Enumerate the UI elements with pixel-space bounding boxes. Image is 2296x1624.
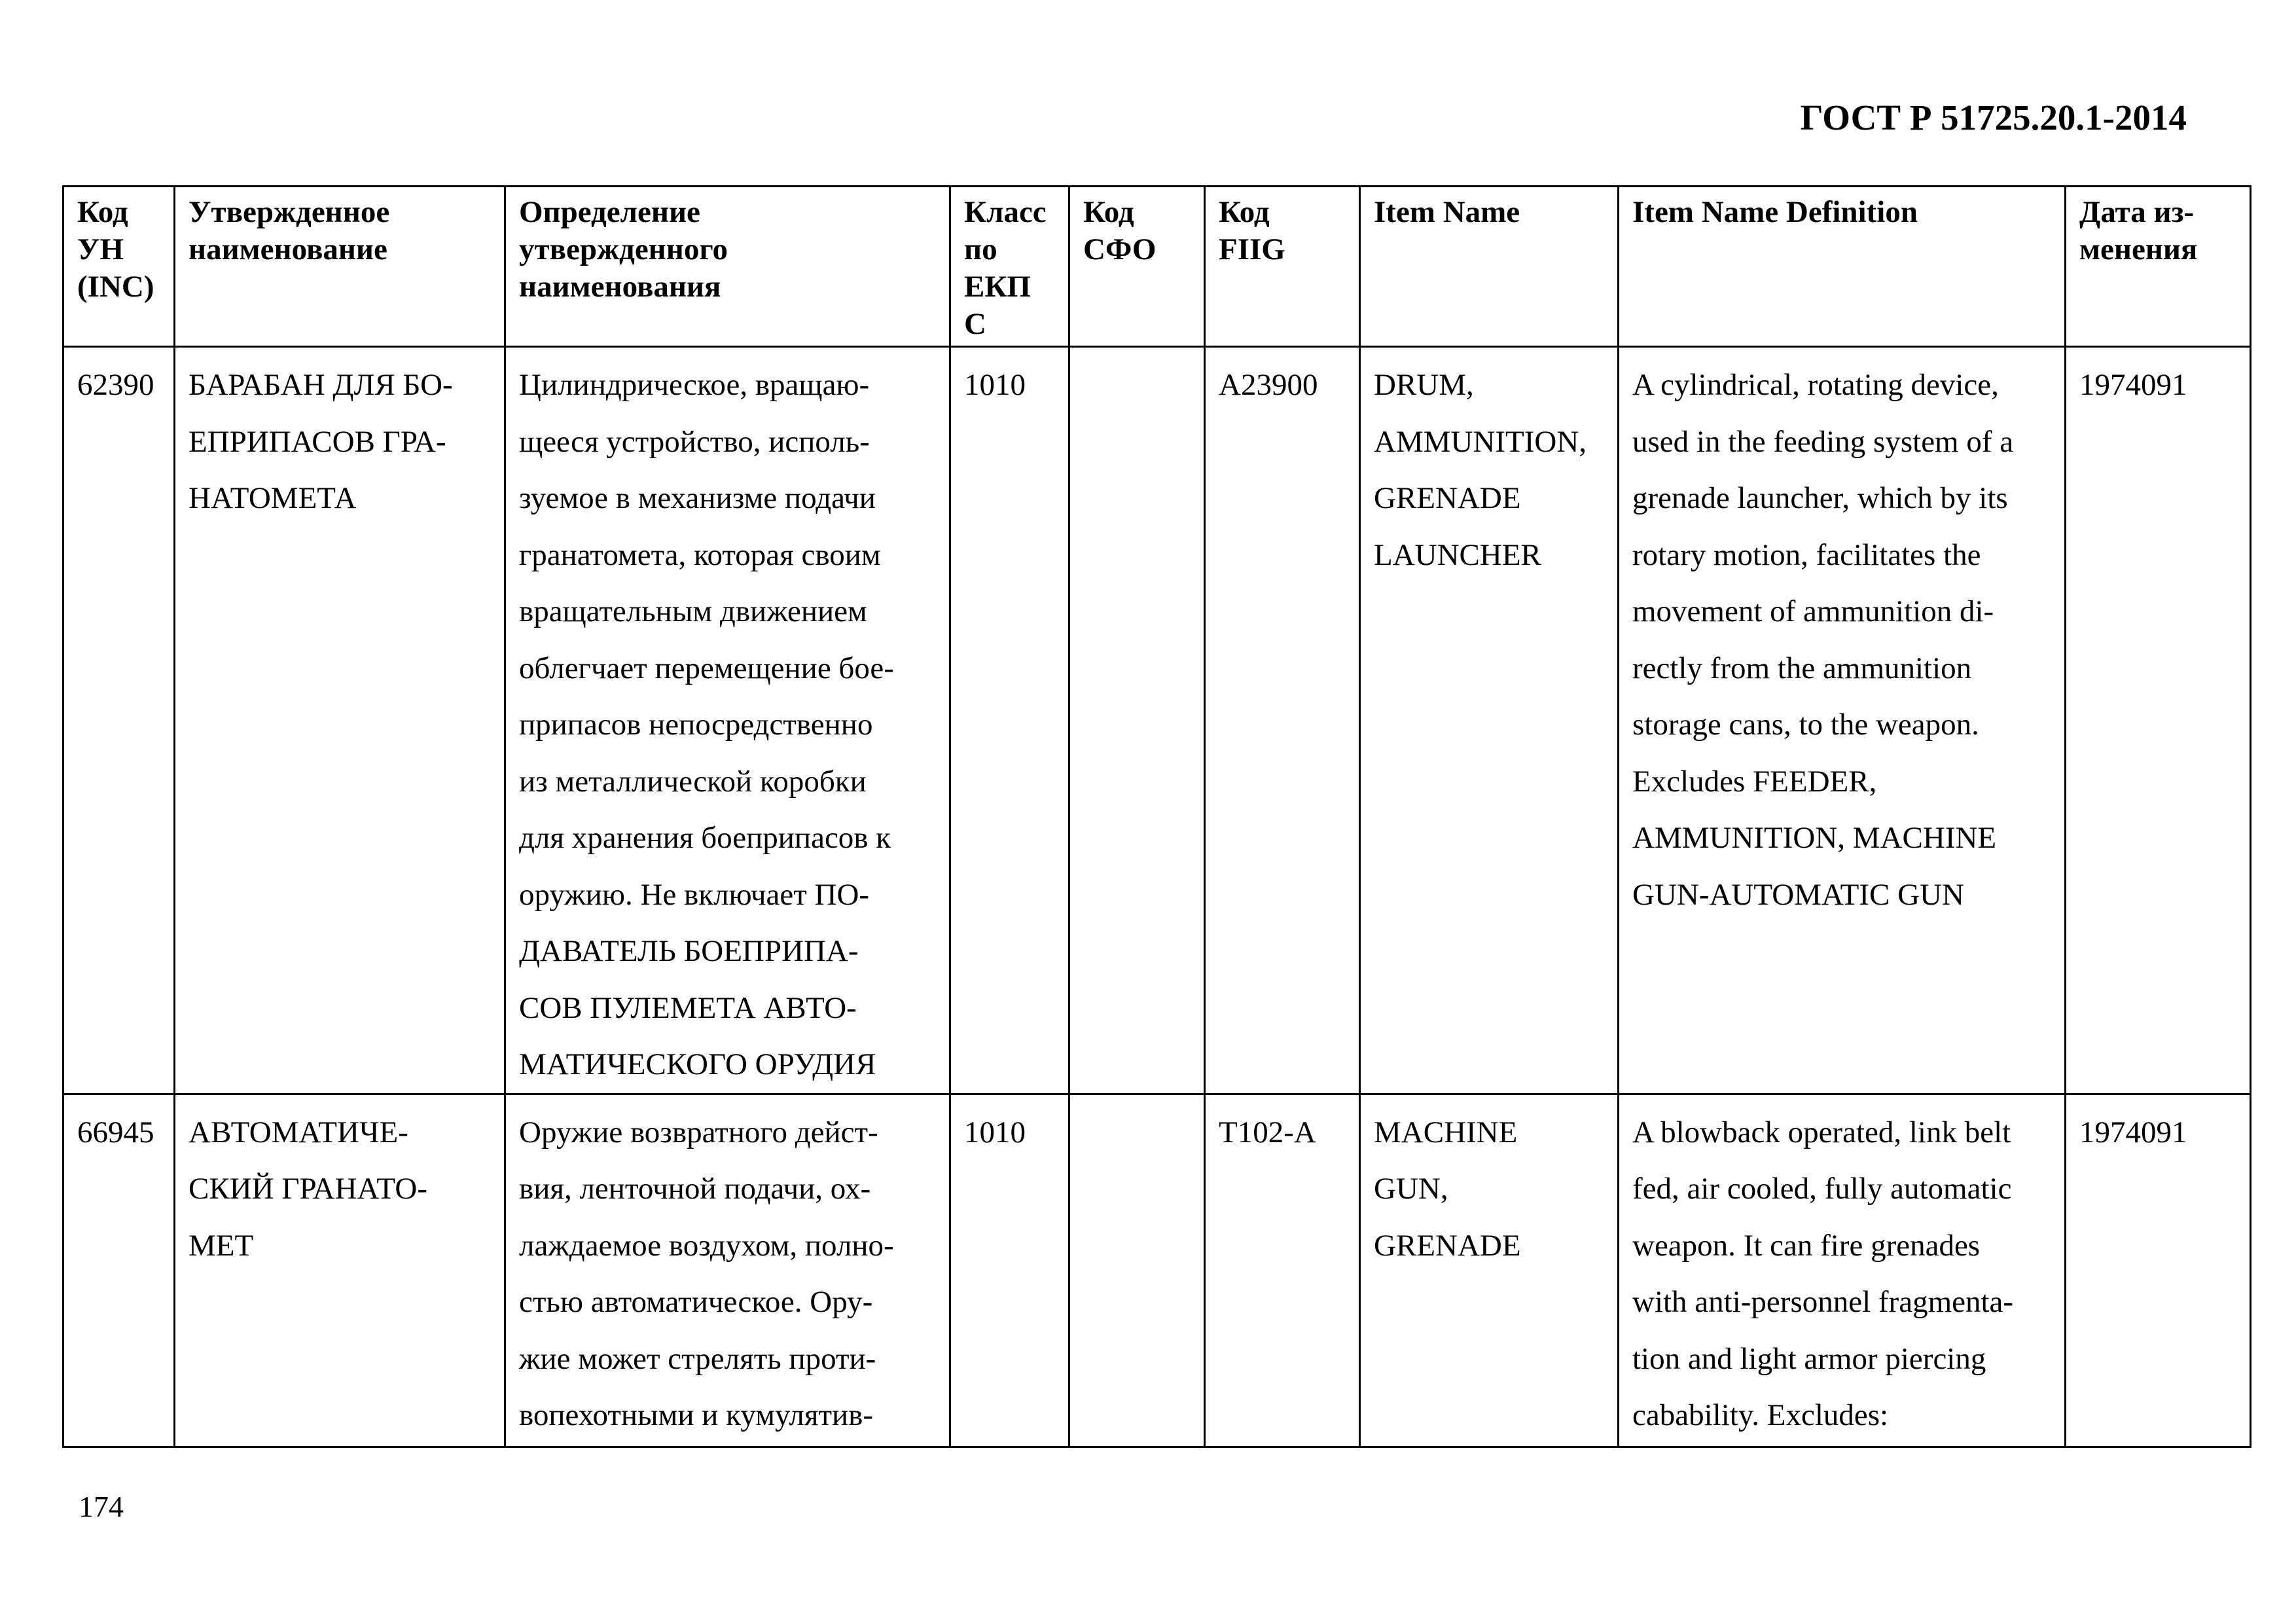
cell-line: вия, ленточной подачи, ох- [519, 1172, 871, 1206]
approved-name-cell [175, 347, 505, 1094]
header-line: наименование [188, 232, 387, 266]
item-name-cell [1360, 347, 1619, 1094]
table-header-row [63, 187, 2251, 347]
cell-line: стью автоматическое. Ору- [519, 1285, 873, 1319]
header-line: ЕКП [964, 270, 1031, 304]
inc-cell: 66945 [63, 1094, 175, 1447]
header-line: Дата из- [2079, 195, 2195, 229]
cell-line: СОВ ПУЛЕМЕТА АВТО- [519, 990, 857, 1025]
cell-line: лаждаемое воздухом, полно- [519, 1228, 894, 1263]
sfo-code-cell [1069, 347, 1205, 1094]
approved-name-cell [175, 1094, 505, 1447]
cell-line: rotary motion, facilitates the [1632, 537, 1981, 572]
class-ekps-cell: 1010 [950, 347, 1069, 1094]
header-line: утвержденного [519, 232, 728, 266]
item-definition-cell [1619, 347, 2066, 1094]
cell-line: вращательным движением [519, 594, 867, 628]
sfo-code-cell [1069, 1094, 1205, 1447]
cell-line: Цилиндрическое, вращаю- [519, 368, 870, 402]
cell-line: cabability. Excludes: [1632, 1398, 1889, 1432]
header-sfo-code [1069, 187, 1205, 347]
cell-line: СКИЙ ГРАНАТО- [188, 1172, 428, 1206]
cell-line: rectly from the ammunition [1632, 651, 1972, 685]
header-line: Код [77, 195, 128, 229]
cell-line: movement of ammunition di- [1632, 594, 1994, 628]
cell-line: grenade launcher, which by its [1632, 481, 2008, 515]
cell-line: tion and light armor piercing [1632, 1341, 1986, 1376]
header-line: СФО [1083, 232, 1157, 266]
fiig-cell: A23900 [1205, 347, 1360, 1094]
header-line: (INC) [77, 270, 154, 304]
header-line: FIIG [1219, 232, 1285, 266]
header-change-date [2066, 187, 2251, 347]
cell-line: GRENADE [1374, 1228, 1521, 1263]
cell-line: для хранения боеприпасов к [519, 821, 891, 855]
cell-line: зуемое в механизме подачи [519, 481, 876, 515]
cell-line: гранатомета, которая своим [519, 537, 881, 572]
cell-line: оружию. Не включает ПО- [519, 877, 870, 912]
cell-line: МЕТ [188, 1228, 254, 1263]
class-ekps-cell: 1010 [950, 1094, 1069, 1447]
cell-line: MACHINE [1374, 1115, 1518, 1149]
header-definition [505, 187, 950, 347]
change-date-cell: 1974091 [2066, 1094, 2251, 1447]
cell-line: АВТОМАТИЧЕ- [188, 1115, 408, 1149]
header-line: Определение [519, 195, 700, 229]
definition-cell [505, 1094, 950, 1447]
cell-line: ЕПРИПАСОВ ГРА- [188, 424, 446, 459]
cell-line: GUN-AUTOMATIC GUN [1632, 877, 1964, 912]
cell-line: storage cans, to the weapon. [1632, 708, 1979, 742]
cell-line: used in the feeding system of a [1632, 424, 2014, 459]
cell-line: НАТОМЕТА [188, 481, 357, 515]
cell-line: припасов непосредственно [519, 708, 873, 742]
table-row [63, 347, 2251, 1094]
cell-line: Оружие возвратного дейст- [519, 1115, 878, 1149]
cell-line: облегчает перемещение бое- [519, 651, 894, 685]
header-item-name [1360, 187, 1619, 347]
page-number: 174 [79, 1490, 124, 1523]
item-definition-cell [1619, 1094, 2066, 1447]
header-line: Код [1219, 195, 1270, 229]
cell-line: AMMUNITION, MACHINE [1632, 821, 1997, 855]
change-date-cell: 1974091 [2066, 347, 2251, 1094]
header-line: по [964, 232, 997, 266]
header-fiig [1205, 187, 1360, 347]
table-row [63, 1094, 2251, 1447]
cell-line: with anti-personnel fragmenta- [1632, 1285, 2014, 1319]
header-line: Код [1083, 195, 1134, 229]
cell-line: Excludes FEEDER, [1632, 764, 1877, 799]
definition-cell [505, 347, 950, 1094]
header-approved-name [175, 187, 505, 347]
cell-line: жие может стрелять проти- [519, 1341, 876, 1376]
cell-line: щееся устройство, исполь- [519, 424, 870, 459]
header-line: менения [2079, 232, 2198, 266]
cell-line: GRENADE [1374, 481, 1521, 515]
document-code: ГОСТ Р 51725.20.1-2014 [1800, 98, 2187, 137]
header-line: Item Name Definition [1632, 195, 1918, 229]
cell-line: weapon. It can fire grenades [1632, 1228, 1981, 1263]
cell-line: из металлической коробки [519, 764, 867, 799]
cell-line: LAUNCHER [1374, 537, 1541, 572]
header-item-name-definition [1619, 187, 2066, 347]
header-line: Item Name [1374, 195, 1520, 229]
item-names-table [62, 185, 2251, 1448]
item-name-cell [1360, 1094, 1619, 1447]
header-line: УН [77, 232, 124, 266]
cell-line: AMMUNITION, [1374, 424, 1587, 459]
header-line: Класс [964, 195, 1047, 229]
header-line: С [964, 307, 986, 341]
cell-line: вопехотными и кумулятив- [519, 1398, 874, 1432]
cell-line: DRUM, [1374, 368, 1474, 402]
header-line: наименования [519, 270, 721, 304]
fiig-cell: T102-A [1205, 1094, 1360, 1447]
inc-cell: 62390 [63, 347, 175, 1094]
header-line: Утвержденное [188, 195, 390, 229]
cell-line: GUN, [1374, 1172, 1448, 1206]
header-class-ekps [950, 187, 1069, 347]
header-inc [63, 187, 175, 347]
cell-line: A blowback operated, link belt [1632, 1115, 2011, 1149]
cell-line: fed, air cooled, fully automatic [1632, 1172, 2012, 1206]
cell-line: ДАВАТЕЛЬ БОЕПРИПА- [519, 934, 859, 968]
cell-line: БАРАБАН ДЛЯ БО- [188, 368, 453, 402]
cell-line: A cylindrical, rotating device, [1632, 368, 1999, 402]
cell-line: МАТИЧЕСКОГО ОРУДИЯ [519, 1047, 876, 1081]
